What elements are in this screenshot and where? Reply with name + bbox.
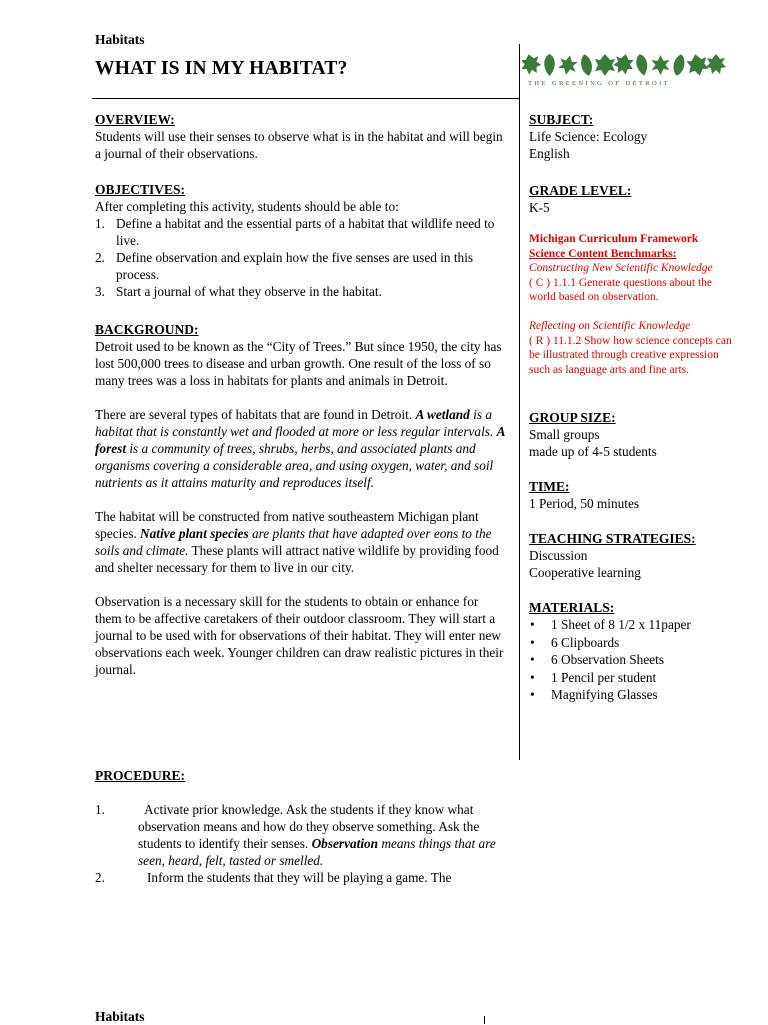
term-observation: Observation	[311, 836, 379, 851]
overview-text: Students will use their senses to observe what is in the habitat and will begin a journal of their observations.	[95, 129, 503, 161]
leaf-icon	[652, 55, 670, 75]
leaf-icon	[612, 52, 636, 76]
materials-section	[529, 599, 749, 704]
objectives-intro: After completing this activity, students should be able to:	[95, 199, 399, 214]
subject-heading: SUBJECT:	[529, 112, 594, 127]
term-native-plant-species: Native plant species	[140, 526, 249, 541]
objectives-heading: OBJECTIVES:	[95, 182, 186, 197]
group-size-heading: GROUP SIZE:	[529, 410, 616, 425]
list-item: • Magnifying Glasses	[530, 687, 658, 703]
overview-section	[95, 111, 505, 162]
list-item: 2. Define observation and explain how the five senses are used in this process.	[95, 250, 474, 282]
list-item: • 1 Pencil per student	[530, 669, 657, 685]
objectives-section	[95, 181, 505, 300]
list-item: 2. Inform the students that they will be playing a game. The	[95, 870, 452, 885]
background-paragraph-3: The habitat will be constructed from native southeastern Michigan plant species. Native plant species are plants that have adapted over eons to the soils and climate. These plants will attract native wildlife by providing food and shelter necessary for them to live in our city.	[95, 509, 499, 575]
time-heading: TIME:	[529, 479, 570, 494]
column-divider	[519, 44, 520, 760]
bullet-icon: •	[530, 669, 535, 685]
list-item: • 1 Sheet of 8 1/2 x 11paper	[530, 617, 691, 632]
group-size-section: GROUP SIZE: Small groups made up of 4-5 students	[529, 409, 749, 460]
list-item: • 6 Clipboards	[530, 634, 620, 650]
page-title: WHAT IS IN MY HABITAT?	[95, 58, 348, 79]
leaf-icon	[685, 52, 709, 78]
background-paragraph-2: There are several types of habitats that are found in Detroit. A wetland is a habitat that is constantly wet and flooded at more or less regular intervals. A forest is a community of trees, shrubs, herbs, and associated plants and organisms covering a considerable area, and using oxygen, water, and soil nutrients as it attains maturity and reproduces itself.	[95, 407, 505, 490]
leaf-icon	[522, 52, 543, 76]
bullet-icon: •	[530, 652, 535, 668]
leaf-icon	[706, 54, 726, 74]
leaf-icon	[595, 54, 615, 76]
list-item: • 6 Observation Sheets	[530, 652, 665, 668]
background-paragraph-4: Observation is a necessary skill for the students to obtain or enhance for them to be affective caretakers of their outdoor classroom. They will start a journal to be used with for observations of their habitat. They will enter new observations each week. Younger children can draw realistic pictures in their journal.	[95, 594, 504, 677]
running-header: Habitats	[95, 32, 145, 47]
leaf-icon	[544, 54, 555, 76]
leaf-icon	[672, 53, 687, 77]
grade-level-section: GRADE LEVEL: K-5	[529, 182, 749, 216]
background-paragraph-1: Detroit used to be known as the “City of Trees.” But since 1950, the city has lost 500,000 trees to disease and urban growth. One result of the loss of so many trees was a loss in habitats for plants and animals in Detroit.	[95, 339, 502, 388]
teaching-strategies-heading: TEACHING STRATEGIES:	[529, 531, 696, 546]
footer-mark	[484, 1016, 485, 1024]
procedure-section	[95, 767, 505, 886]
term-wetland: A wetland	[415, 407, 470, 422]
benchmarks-subtitle: Science Content Benchmarks:	[529, 247, 677, 260]
materials-heading: MATERIALS:	[529, 600, 615, 615]
procedure-heading: PROCEDURE:	[95, 768, 185, 783]
leaf-icon	[635, 53, 650, 77]
overview-heading: OVERVIEW:	[95, 112, 175, 127]
title-divider	[92, 98, 520, 99]
time-section: TIME: 1 Period, 50 minutes	[529, 478, 749, 512]
benchmarks-title: Michigan Curriculum Framework	[529, 233, 699, 245]
list-item: 1. Activate prior knowledge. Ask the students if they know what observation means and how do they observe something. Ask the students to identify their senses. Observation means things that are seen, heard, felt, tasted or smelled.	[95, 802, 496, 868]
bullet-icon: •	[530, 634, 535, 650]
running-footer: Habitats	[95, 1009, 145, 1024]
background-heading: BACKGROUND:	[95, 322, 199, 337]
bullet-icon: •	[530, 687, 535, 703]
logo-caption: THE GREENING OF DETROIT	[528, 80, 671, 87]
term-forest: A forest	[95, 424, 505, 456]
subject-section: SUBJECT: Life Science: Ecology English	[529, 111, 749, 162]
list-item: 3. Start a journal of what they observe in the habitat.	[95, 284, 382, 299]
leaf-icon	[579, 53, 594, 77]
leaf-icon	[557, 53, 579, 76]
benchmarks-section: Michigan Curriculum Framework Science Content Benchmarks: Constructing New Scientific Knowledge ( C ) 1.1.1 Generate questions about the world based on observation. Reflecting on Scientific Knowledge ( R ) 11.1.2 Show how science concepts can be illustrated through creative expression such as language arts and fine arts.	[529, 232, 739, 377]
teaching-strategies-section: TEACHING STRATEGIES: Discussion Cooperative learning	[529, 530, 749, 581]
grade-level-heading: GRADE LEVEL:	[529, 183, 632, 198]
bullet-icon: •	[530, 617, 535, 632]
list-item: 1. Define a habitat and the essential parts of a habitat that wildlife need to live.	[95, 216, 495, 248]
background-section	[95, 321, 505, 678]
